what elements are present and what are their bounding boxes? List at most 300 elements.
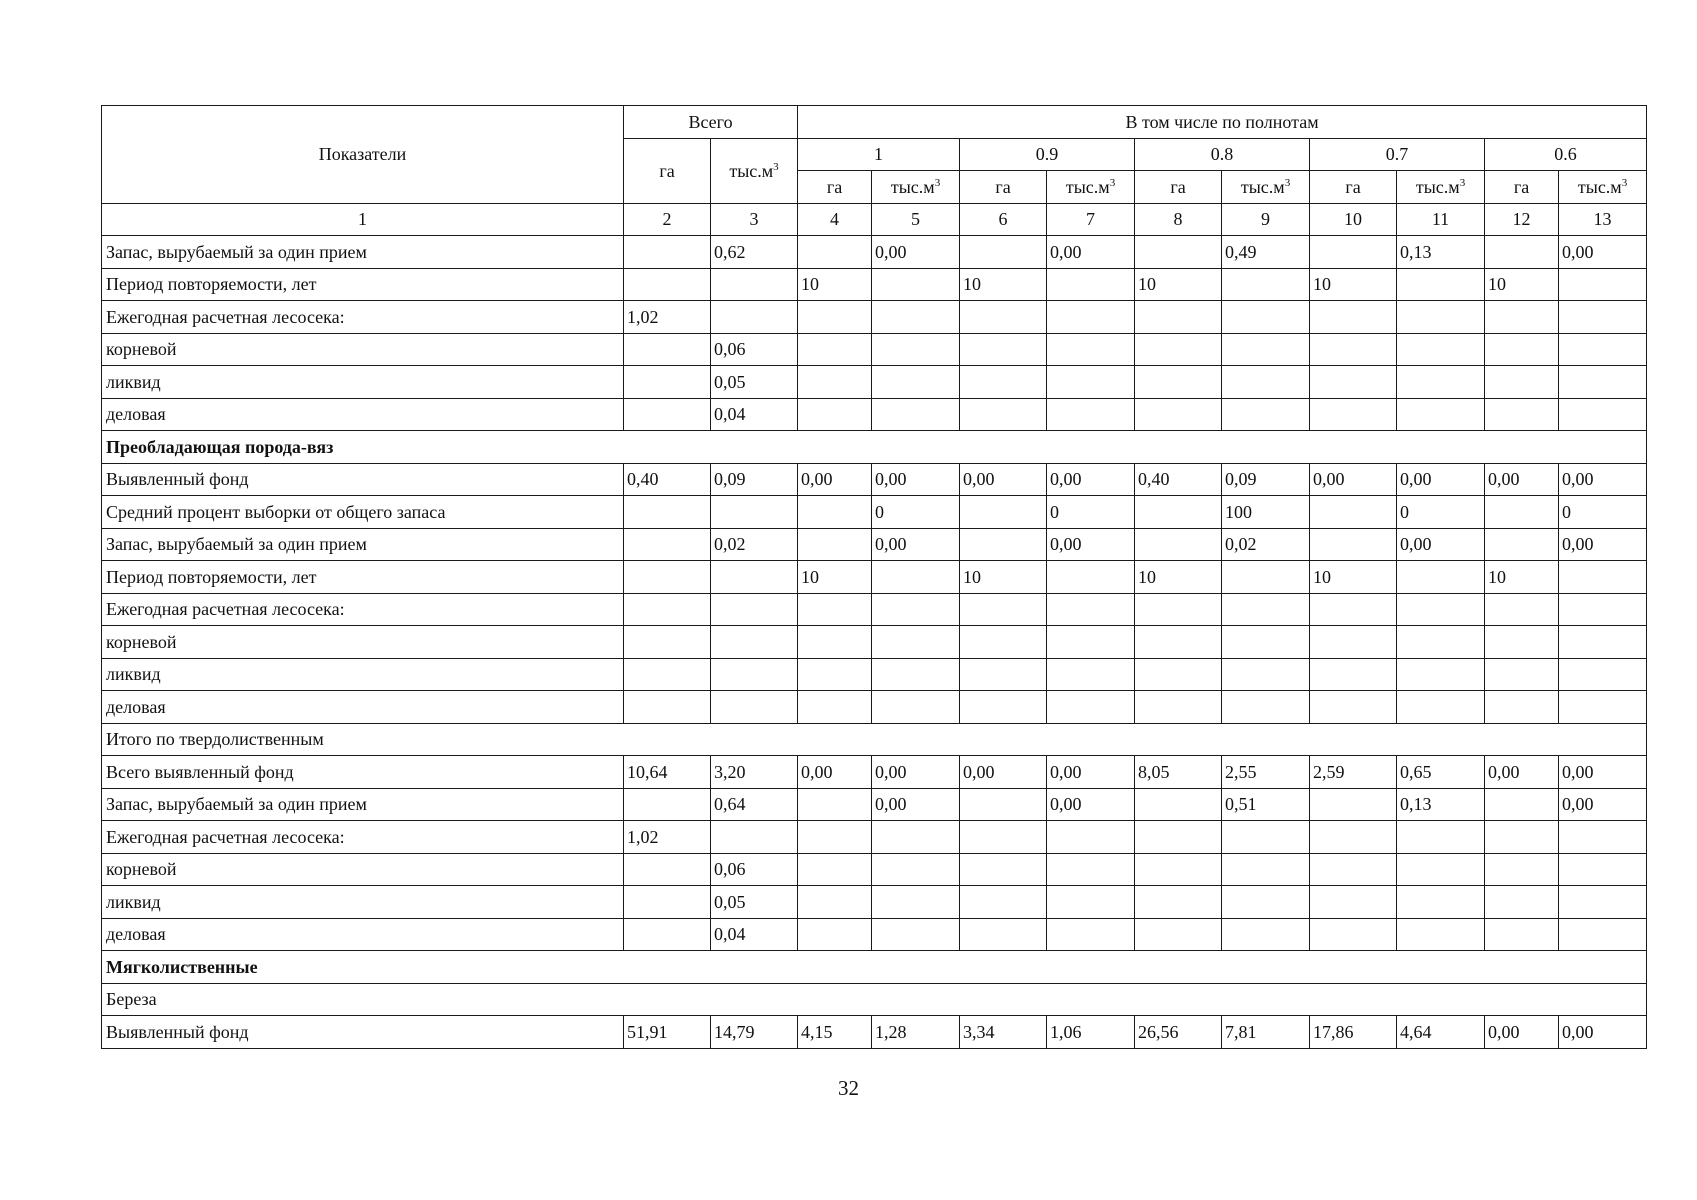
table-cell: 4,15 [798,1016,872,1049]
table-cell [1485,788,1559,821]
table-cell [1397,821,1485,854]
header-unit-volume: $тыс.м^3$ [1559,171,1647,204]
table-cell: 0,65 [1397,756,1485,789]
table-cell: 0,00 [1310,463,1397,496]
table-cell: 0,00 [872,528,960,561]
row-label: ликвид [102,886,624,919]
table-cell [960,301,1047,334]
table-cell [798,626,872,659]
table-cell [1047,821,1135,854]
table-row [102,496,1647,529]
table-cell [1222,593,1310,626]
table-cell [1485,236,1559,269]
table-cell [960,593,1047,626]
table-cell [1559,691,1647,724]
column-number: 13 [1559,203,1647,236]
table-cell: 3,34 [960,1016,1047,1049]
header-total: Всего [624,106,798,139]
row-label: Средний процент выборки от общего запаса [102,496,624,529]
table-cell [1485,366,1559,399]
table-cell: 100 [1222,496,1310,529]
section-label: Береза [102,983,1647,1016]
section-row [102,983,1647,1016]
table-cell [1310,886,1397,919]
row-label: деловая [102,918,624,951]
table-cell [1559,886,1647,919]
table-cell [1559,853,1647,886]
column-number: 8 [1135,203,1222,236]
table-cell [1485,886,1559,919]
table-cell: 0,05 [711,886,798,919]
table-cell [711,593,798,626]
section-row [102,723,1647,756]
table-cell [1397,593,1485,626]
header-unit-volume: $тыс.м^3$ [872,171,960,204]
table-cell [798,691,872,724]
table-cell [1047,561,1135,594]
table-cell [1222,853,1310,886]
table-cell: 10,64 [624,756,711,789]
header-unit-volume: $тыс.м^3$ [1397,171,1485,204]
table-cell: 14,79 [711,1016,798,1049]
table-cell [1222,626,1310,659]
table-cell: 10 [1135,561,1222,594]
table-cell [798,528,872,561]
table-cell [1135,853,1222,886]
table-cell [960,366,1047,399]
row-label: Период повторяемости, лет [102,268,624,301]
row-label: деловая [102,398,624,431]
table-cell [1310,788,1397,821]
header-unit-volume: $тыс.м^3$ [1047,171,1135,204]
table-cell: 0,00 [1559,788,1647,821]
table-cell [1047,886,1135,919]
header-unit-ha: га [960,171,1047,204]
table-cell: 0,00 [1397,528,1485,561]
table-cell [624,236,711,269]
table-cell [1397,268,1485,301]
table-cell [798,886,872,919]
row-label: Запас, вырубаемый за один прием [102,788,624,821]
table-cell: 10 [1485,561,1559,594]
table-cell: 0,00 [1485,463,1559,496]
table-cell [1310,821,1397,854]
table-cell [1047,366,1135,399]
column-numbers-row [102,203,1647,236]
row-label: Выявленный фонд [102,463,624,496]
table-cell: 8,05 [1135,756,1222,789]
table-cell [711,301,798,334]
table-cell: 0,00 [872,463,960,496]
column-number: 3 [711,203,798,236]
row-label: корневой [102,626,624,659]
table-row [102,301,1647,334]
table-cell [1559,593,1647,626]
table-cell: 0,40 [1135,463,1222,496]
table-cell [960,886,1047,919]
table-cell [711,268,798,301]
table-cell [1047,626,1135,659]
header-by-density: В том числе по полнотам [798,106,1647,139]
table-cell [1397,658,1485,691]
table-cell [798,788,872,821]
header-unit-ha: га [1485,171,1559,204]
table-row [102,463,1647,496]
table-cell [1135,366,1222,399]
table-cell [1485,333,1559,366]
table-cell [1222,301,1310,334]
table-cell [798,333,872,366]
table-cell [1485,626,1559,659]
table-cell [624,853,711,886]
row-label: Ежегодная расчетная лесосека: [102,301,624,334]
table-cell: 0,02 [711,528,798,561]
table-cell [1310,301,1397,334]
table-cell [798,658,872,691]
table-cell [1310,496,1397,529]
table-cell: 0,00 [1485,756,1559,789]
table-cell: 0,49 [1222,236,1310,269]
table-cell: 1,06 [1047,1016,1135,1049]
column-number: 4 [798,203,872,236]
table-cell [872,268,960,301]
table-cell [711,658,798,691]
table-cell: 0,02 [1222,528,1310,561]
table-cell [1397,691,1485,724]
table-cell [624,886,711,919]
column-number: 2 [624,203,711,236]
table-cell: 0,00 [1047,236,1135,269]
table-cell [1559,821,1647,854]
table-cell [1559,561,1647,594]
table-cell [1310,658,1397,691]
header-density-0.6: 0.6 [1485,138,1647,171]
table-cell [1485,658,1559,691]
table-cell [1222,886,1310,919]
table-cell [1135,528,1222,561]
table-cell [1222,333,1310,366]
row-label: Ежегодная расчетная лесосека: [102,593,624,626]
table-cell [624,528,711,561]
table-cell [960,691,1047,724]
table-cell [624,918,711,951]
column-number: 11 [1397,203,1485,236]
table-cell [1559,268,1647,301]
table-cell [1559,333,1647,366]
table-cell [1222,821,1310,854]
table-cell [624,398,711,431]
table-cell [1310,236,1397,269]
table-cell [798,236,872,269]
table-cell [1559,626,1647,659]
header-unit-ha: га [798,171,872,204]
table-cell: 0,64 [711,788,798,821]
table-cell [798,593,872,626]
table-cell [711,626,798,659]
table-row [102,691,1647,724]
table-cell: 51,91 [624,1016,711,1049]
table-cell: 0,00 [960,756,1047,789]
table-cell: 2,55 [1222,756,1310,789]
table-cell [1310,398,1397,431]
table-cell [624,788,711,821]
header-unit-ha: га [1310,171,1397,204]
table-cell [872,366,960,399]
table-cell [1135,626,1222,659]
table-cell: 0,09 [711,463,798,496]
table-cell: 0,00 [1047,756,1135,789]
header-density-1: 1 [798,138,960,171]
table-cell: 10 [798,561,872,594]
table-row [102,593,1647,626]
table-cell [624,333,711,366]
table-cell: 0,00 [872,756,960,789]
table-cell [872,886,960,919]
table-cell: 10 [960,561,1047,594]
table-cell [1047,398,1135,431]
table-cell [1135,236,1222,269]
header-total-ha: га [624,138,711,203]
table-cell [1485,398,1559,431]
row-label: Запас, вырубаемый за один прием [102,236,624,269]
table-cell [624,366,711,399]
table-cell: 0,05 [711,366,798,399]
table-cell [1310,333,1397,366]
table-cell [1397,561,1485,594]
header-unit-ha: га [1135,171,1222,204]
table-cell [798,366,872,399]
page-number: 32 [838,1076,859,1100]
table-cell [1310,691,1397,724]
table-cell: 1,28 [872,1016,960,1049]
table-cell [1135,821,1222,854]
table-row [102,788,1647,821]
table-cell: 0,13 [1397,788,1485,821]
table-cell: 0,00 [1559,236,1647,269]
table-cell [960,821,1047,854]
table-cell [711,561,798,594]
table-cell [1135,918,1222,951]
table-cell [1310,528,1397,561]
table-cell [1135,788,1222,821]
column-number: 5 [872,203,960,236]
table-cell [960,853,1047,886]
table-cell [1047,853,1135,886]
table-cell: 0,00 [1485,1016,1559,1049]
table-cell [1047,593,1135,626]
table-cell: 0,00 [1397,463,1485,496]
table-cell [1485,853,1559,886]
table-cell [960,788,1047,821]
table-cell [1485,496,1559,529]
table-cell [798,301,872,334]
row-label: Ежегодная расчетная лесосека: [102,821,624,854]
header-indicators: Показатели [102,106,624,204]
table-row [102,268,1647,301]
table-body [102,236,1647,1049]
table-cell [1310,853,1397,886]
table-cell [960,333,1047,366]
table-row [102,561,1647,594]
table-cell [872,333,960,366]
table-cell [1135,886,1222,919]
table-cell: 0,00 [1559,528,1647,561]
column-number: 12 [1485,203,1559,236]
table-cell [872,561,960,594]
table-cell [1222,561,1310,594]
table-cell [872,918,960,951]
table-cell: 26,56 [1135,1016,1222,1049]
table-cell: 17,86 [1310,1016,1397,1049]
table-cell: 0 [1047,496,1135,529]
table-cell [1310,366,1397,399]
table-cell: 0,00 [872,236,960,269]
row-label: корневой [102,853,624,886]
table-cell [1485,593,1559,626]
table-cell [960,496,1047,529]
header-density-0.9: 0.9 [960,138,1135,171]
table-row [102,236,1647,269]
row-label: корневой [102,333,624,366]
table-row [102,528,1647,561]
table-row [102,886,1647,919]
table-cell: 0,00 [1559,1016,1647,1049]
table-cell [798,496,872,529]
table-cell [872,853,960,886]
table-cell [960,236,1047,269]
row-label: Выявленный фонд [102,1016,624,1049]
table-cell [872,593,960,626]
table-cell [624,268,711,301]
table-row [102,658,1647,691]
table-cell: 0,06 [711,853,798,886]
column-number: 1 [102,203,624,236]
table-row [102,853,1647,886]
table-cell [1310,626,1397,659]
table-cell [1135,496,1222,529]
table-cell [1047,658,1135,691]
table-cell: 0,00 [960,463,1047,496]
table-cell: 10 [960,268,1047,301]
table-cell: 0,00 [1047,528,1135,561]
table-cell [798,918,872,951]
column-number: 9 [1222,203,1310,236]
table-row [102,398,1647,431]
table-cell [711,821,798,854]
table-cell: 10 [1135,268,1222,301]
table-cell [1222,658,1310,691]
table-cell [1559,366,1647,399]
table-cell [1559,301,1647,334]
table-cell [1397,301,1485,334]
table-cell [1047,301,1135,334]
table-cell [1559,918,1647,951]
table-cell: 10 [798,268,872,301]
table-cell [1047,918,1135,951]
table-cell: 0,04 [711,918,798,951]
table-cell [960,528,1047,561]
table-cell [1397,333,1485,366]
table-cell [1397,398,1485,431]
table-cell [960,398,1047,431]
table-cell [1135,658,1222,691]
table-cell [872,691,960,724]
table-cell [624,691,711,724]
table-cell [798,398,872,431]
table-cell: 0 [1397,496,1485,529]
table-cell [960,626,1047,659]
table-cell [1047,268,1135,301]
table-cell [624,496,711,529]
row-label: Период повторяемости, лет [102,561,624,594]
table-cell: 10 [1310,268,1397,301]
table-cell [1485,301,1559,334]
table-cell [872,626,960,659]
header-density-0.7: 0.7 [1310,138,1485,171]
section-row [102,431,1647,464]
table-cell: 0,00 [798,756,872,789]
table-cell [1397,886,1485,919]
table-cell [1310,593,1397,626]
table-row [102,918,1647,951]
table-cell [1397,626,1485,659]
column-number: 7 [1047,203,1135,236]
table-cell [624,561,711,594]
table-cell: 10 [1485,268,1559,301]
table-cell: 7,81 [1222,1016,1310,1049]
table-cell: 1,02 [624,301,711,334]
row-label: ликвид [102,658,624,691]
table-row [102,1016,1647,1049]
table-cell: 4,64 [1397,1016,1485,1049]
table-cell: 0,13 [1397,236,1485,269]
table-cell: 0,00 [872,788,960,821]
table-cell: 0 [1559,496,1647,529]
table-cell [872,821,960,854]
table-row [102,756,1647,789]
table-cell [872,301,960,334]
table-cell [1397,853,1485,886]
table-cell [960,918,1047,951]
table-cell: 2,59 [1310,756,1397,789]
table-cell [798,821,872,854]
table-cell [1047,691,1135,724]
row-label: ликвид [102,366,624,399]
header-total-volume: $тыс.м^3$ [711,138,798,203]
column-number: 6 [960,203,1047,236]
table-cell [1047,333,1135,366]
section-row [102,951,1647,984]
table-cell: 0,51 [1222,788,1310,821]
table-cell: 3,20 [711,756,798,789]
table-cell [1559,658,1647,691]
table-cell [1222,398,1310,431]
row-label: Запас, вырубаемый за один прием [102,528,624,561]
table-cell: 0,00 [1047,463,1135,496]
table-cell [1135,333,1222,366]
table-cell [1222,366,1310,399]
table-cell [872,658,960,691]
table-cell [1485,821,1559,854]
table-cell: 1,02 [624,821,711,854]
table-cell [798,853,872,886]
table-cell [1310,918,1397,951]
column-number: 10 [1310,203,1397,236]
table-row [102,821,1647,854]
table-cell [1135,301,1222,334]
table-cell [1397,918,1485,951]
table-cell: 0,09 [1222,463,1310,496]
